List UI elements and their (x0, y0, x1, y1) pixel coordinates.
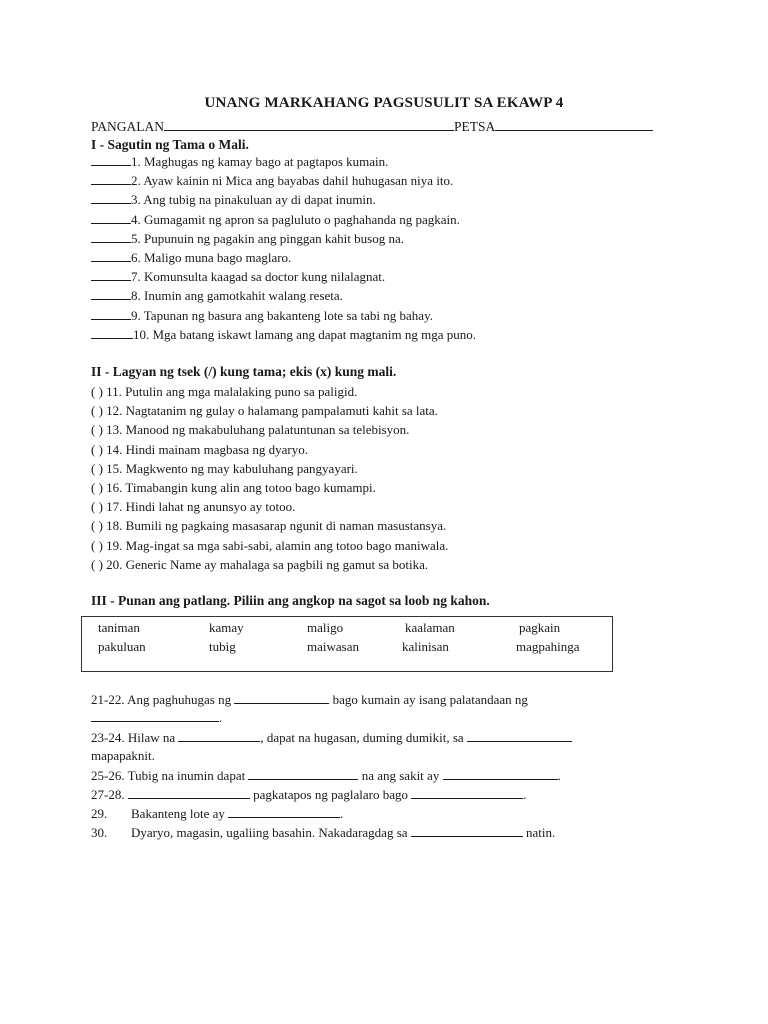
answer-blank[interactable] (91, 172, 131, 185)
list-item: 8. Inumin ang gamotkahit walang reseta. (91, 286, 476, 305)
answer-blank[interactable] (248, 767, 358, 780)
list-item: 3. Ang tubig na pinakuluan ay di dapat inumin. (91, 190, 476, 209)
word-bank-item: tubig (209, 639, 236, 654)
word-bank-item: pagkain (519, 620, 561, 635)
word-bank-item: kalinisan (402, 639, 449, 654)
answer-blank[interactable] (91, 307, 131, 320)
answer-blank[interactable] (411, 786, 523, 799)
question-25-26: 25-26. Tubig na inumin dapat na ang sakit ay . (91, 768, 561, 783)
answer-blank[interactable] (91, 249, 131, 262)
answer-blank[interactable] (91, 153, 131, 166)
answer-blank[interactable] (91, 709, 219, 722)
list-item: 1. Maghugas ng kamay bago at pagtapos kumain. (91, 152, 476, 171)
list-item: ( ) 14. Hindi mainam magbasa ng dyaryo. (91, 441, 308, 457)
question-27-28: 27-28. pagkatapos ng paglalaro bago . (91, 787, 527, 802)
list-item: ( ) 13. Manood ng makabuluhang palatuntunan sa telebisyon. (91, 422, 410, 438)
word-bank-item: maligo (307, 620, 344, 635)
part2-list (91, 382, 448, 574)
word-bank-box (81, 616, 613, 672)
question-21-22-cont: . (91, 709, 222, 726)
name-label: PANGALAN (91, 119, 165, 134)
answer-blank[interactable] (443, 767, 558, 780)
word-bank-item: maiwasan (307, 639, 359, 654)
question-23-24-cont: mapapaknit. (91, 748, 155, 763)
answer-blank[interactable] (467, 729, 572, 742)
list-item: ( ) 12. Nagtatanim ng gulay o halamang pampalamuti kahit sa lata. (91, 403, 438, 419)
question-23-24: 23-24. Hilaw na , dapat na hugasan, duming dumikit, sa (91, 729, 572, 746)
answer-blank[interactable] (91, 326, 133, 339)
list-item: 5. Pupunuin ng pagakin ang pinggan kahit busog na. (91, 229, 476, 248)
word-bank-item: pakuluan (98, 639, 146, 654)
part2-heading: II - Lagyan ng tsek (/) kung tama; ekis (x) kung mali. (91, 364, 397, 379)
word-bank-item: magpahinga (516, 639, 580, 654)
list-item: 10. Mga batang iskawt lamang ang dapat magtanim ng mga puno. (91, 325, 476, 344)
answer-blank[interactable] (228, 805, 340, 818)
answer-blank[interactable] (91, 211, 131, 224)
answer-blank[interactable] (91, 230, 131, 243)
answer-blank[interactable] (91, 191, 131, 204)
list-item: 6. Maligo muna bago maglaro. (91, 248, 476, 267)
list-item: ( ) 11. Putulin ang mga malalaking puno sa paligid. (91, 384, 358, 399)
list-item: 7. Komunsulta kaagad sa doctor kung nilalagnat. (91, 267, 476, 286)
answer-blank[interactable] (411, 824, 523, 837)
list-item: 4. Gumagamit ng apron sa pagluluto o paghahanda ng pagkain. (91, 210, 476, 229)
word-bank-item: kamay (209, 620, 244, 635)
answer-blank[interactable] (91, 268, 131, 281)
word-bank-item: taniman (98, 620, 140, 635)
answer-blank[interactable] (128, 786, 250, 799)
question-30: 30. Dyaryo, magasin, ugaliing basahin. Nakadaragdag sa natin. (91, 825, 556, 840)
list-item: ( ) 17. Hindi lahat ng anunsyo ay totoo. (91, 499, 296, 515)
date-blank[interactable] (495, 118, 653, 131)
question-21-22: 21-22. Ang paghuhugas ng bago kumain ay isang palatandaan ng (91, 692, 528, 707)
question-29: 29. Bakanteng lote ay . (91, 806, 344, 821)
list-item: 2. Ayaw kainin ni Mica ang bayabas dahil huhugasan niya ito. (91, 171, 476, 190)
exam-title: UNANG MARKAHANG PAGSUSULIT SA EKAWP 4 (204, 95, 564, 111)
name-blank[interactable] (164, 118, 454, 131)
answer-blank[interactable] (178, 729, 260, 742)
part1-list (91, 152, 476, 344)
list-item: 9. Tapunan ng basura ang bakanteng lote sa tabi ng bahay. (91, 306, 476, 325)
list-item: ( ) 16. Timabangin kung alin ang totoo bago kumampi. (91, 479, 376, 495)
answer-blank[interactable] (91, 287, 131, 300)
date-label: PETSA (454, 119, 496, 134)
name-date-line (91, 118, 653, 135)
answer-blank[interactable] (234, 691, 329, 704)
list-item: ( ) 19. Mag-ingat sa mga sabi-sabi, alamin ang totoo bago maniwala. (91, 537, 449, 553)
list-item: ( ) 15. Magkwento ng may kabuluhang pangyayari. (91, 460, 358, 476)
part3-heading: III - Punan ang patlang. Piliin ang angkop na sagot sa loob ng kahon. (91, 593, 490, 608)
part1-heading: I - Sagutin ng Tama o Mali. (91, 137, 249, 152)
word-bank-item: kaalaman (405, 620, 455, 635)
list-item: ( ) 20. Generic Name ay mahalaga sa pagbili ng gamut sa botika. (91, 556, 429, 572)
list-item: ( ) 18. Bumili ng pagkaing masasarap ngunit di naman masustansya. (91, 518, 447, 534)
